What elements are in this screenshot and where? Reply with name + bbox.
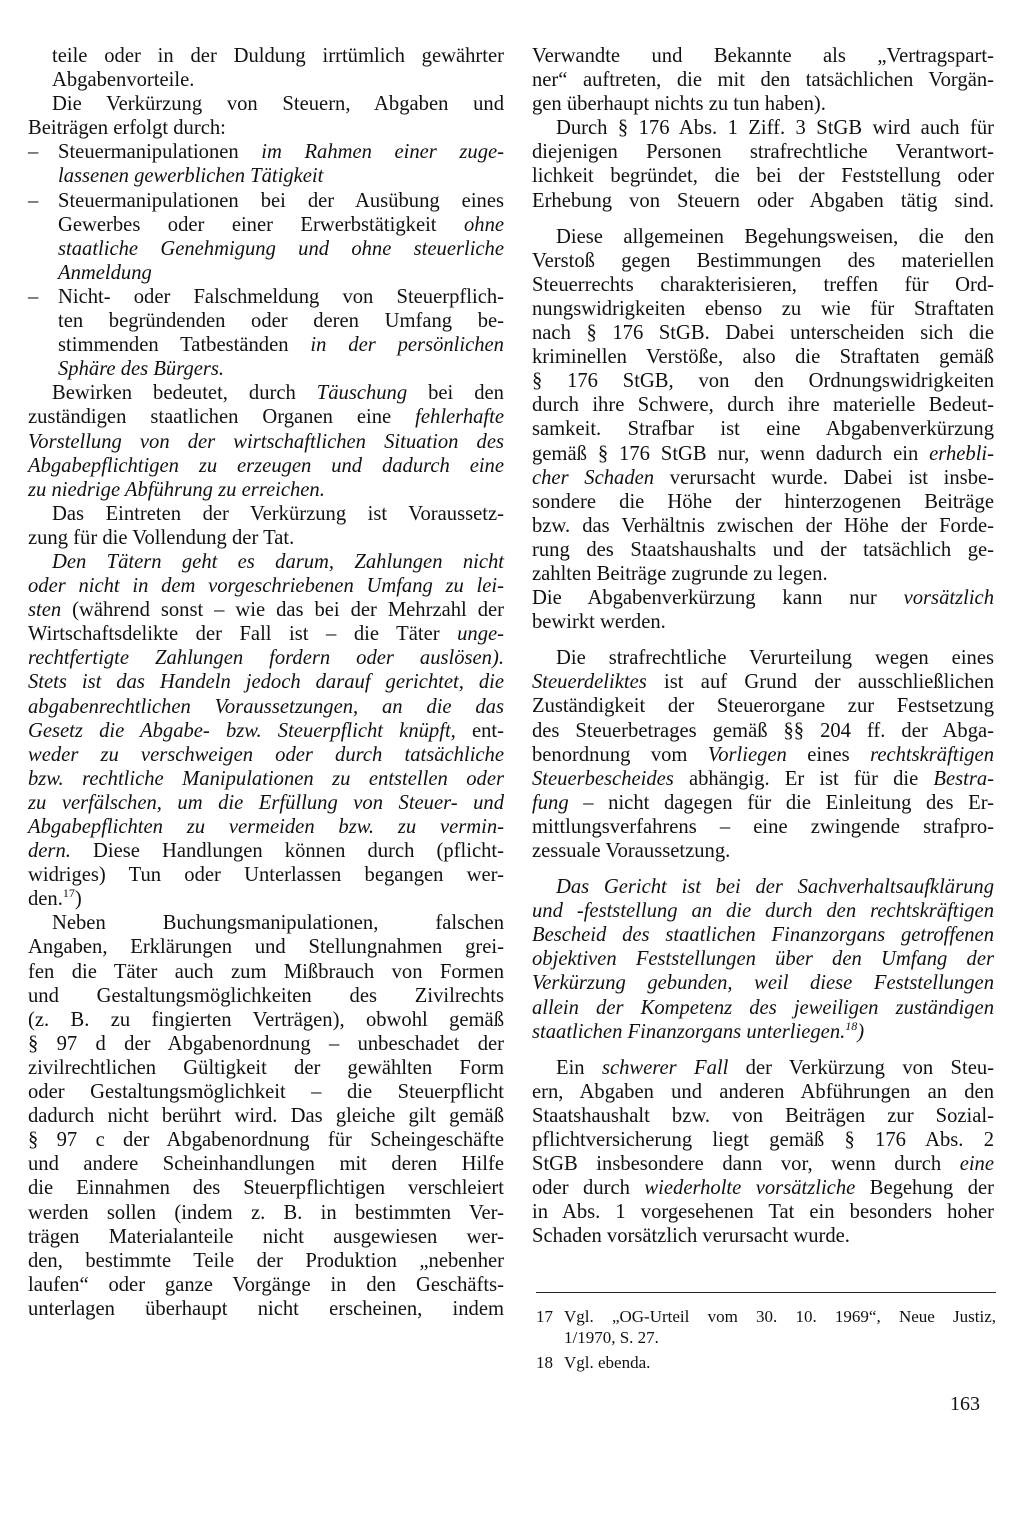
- text-line: Verwandte und Bekannte als „Vertragspart-: [532, 45, 994, 67]
- text-line: Staatshaushalt bzw. von Beiträgen zur Sozial-: [532, 1104, 994, 1127]
- text-line: Diese allgemeinen Begehungsweisen, die den: [556, 225, 994, 248]
- text-line: kriminellen Verstöße, also die Straftaten gemäß: [532, 346, 994, 369]
- text-line: samkeit. Strafbar ist eine Abgabenverkürzung: [532, 418, 994, 441]
- text-line: cher Schaden verursacht wurde. Dabei ist insbe-: [532, 466, 994, 489]
- paragraph-gap: [532, 213, 994, 225]
- text-line: Beiträgen erfolgt durch:: [28, 117, 226, 140]
- text-line: teile oder in der Duldung irrtümlich gewährter: [52, 45, 504, 67]
- text-line: pflichtversicherung liegt gemäß § 176 Abs. 2: [532, 1129, 994, 1152]
- text-line: Abgabenvorteile.: [52, 69, 195, 92]
- paragraph-gap: [532, 863, 994, 875]
- paragraph-gap: [532, 1044, 994, 1056]
- text-line: (z. B. zu fingierten Verträgen), obwohl gemäß: [28, 1008, 504, 1031]
- footnote-line: 1/1970, S. 27.: [564, 1328, 659, 1347]
- text-line: des Steuerbetrages gemäß §§ 204 ff. der Abga-: [532, 719, 994, 742]
- text-line: Vorstellung von der wirtschaftlichen Situation des: [28, 430, 504, 453]
- text-line: zung für die Vollendung der Tat.: [28, 526, 295, 549]
- text-line: lichkeit begründet, die bei der Feststellung oder: [532, 165, 994, 188]
- text-line: den.$^{17}$): [28, 886, 82, 911]
- text-line: Neben Buchungsmanipulationen, falschen: [52, 912, 504, 935]
- text-line: Bescheid des staatlichen Finanzorgans getroffenen: [532, 924, 994, 947]
- footnote-17: [536, 1306, 996, 1348]
- text-line: Angaben, Erklärungen und Stellungnahmen grei-: [28, 936, 504, 959]
- text-line: stimmenden Tatbeständen in der persönlichen: [58, 334, 504, 357]
- text-line: Den Tätern geht es darum, Zahlungen nicht: [52, 550, 504, 573]
- text-line: sondere die Höhe der hinterzogenen Beiträge: [532, 490, 994, 513]
- text-line: Bewirken bedeutet, durch Täuschung bei den: [52, 382, 504, 405]
- text-line: den, bestimmte Teile der Produktion „nebenher: [28, 1249, 504, 1272]
- text-line: fen die Täter auch zum Mißbrauch von Formen: [28, 960, 504, 983]
- text-line: Gesetz die Abgabe- bzw. Steuerpflicht knüpft, ent-: [28, 719, 504, 742]
- text-line: oder nicht in dem vorgeschriebenen Umfang zu lei-: [28, 575, 504, 598]
- text-line: oder durch wiederholte vorsätzliche Begehung der: [532, 1177, 994, 1200]
- footnote-number: 18: [536, 1353, 553, 1372]
- text-line: ten begründenden oder deren Umfang be-: [58, 310, 504, 333]
- text-line: benordnung vom Vorliegen eines rechtskräftigen: [532, 743, 994, 766]
- text-line: Anmeldung: [58, 261, 152, 284]
- footnote-number: 17: [536, 1307, 553, 1326]
- text-line: rung des Staatshaushalts und der tatsächlich ge-: [532, 538, 994, 561]
- text-line: Die strafrechtliche Verurteilung wegen eines: [556, 647, 994, 670]
- right-column: [532, 44, 994, 1249]
- text-line: Ein schwerer Fall der Verkürzung von Steu-: [556, 1056, 995, 1079]
- text-line: staatliche Genehmigung und ohne steuerliche: [58, 237, 504, 260]
- text-line: Die Verkürzung von Steuern, Abgaben und: [52, 93, 504, 116]
- text-line: laufen“ oder ganze Vorgänge in den Geschäfts-: [28, 1273, 504, 1296]
- text-line: mittlungsverfahrens – eine zwingende strafpro-: [532, 815, 994, 838]
- left-column: [28, 44, 504, 1321]
- text-line: Verkürzung gebunden, weil diese Feststellungen: [532, 972, 994, 995]
- text-line: Steuerbescheides abhängig. Er ist für die Bestra-: [532, 767, 994, 790]
- text-line: ern, Abgaben und anderen Abführungen an den: [532, 1080, 994, 1103]
- text-line: nungswidrigkeiten ebenso zu wie für Straftaten: [532, 297, 994, 320]
- text-line: diejenigen Personen strafrechtliche Verantwort-: [532, 141, 994, 164]
- text-line: bzw. rechtliche Manipulationen zu entstellen oder: [28, 767, 504, 790]
- text-line: allein der Kompetenz des jeweiligen zuständigen: [532, 996, 994, 1019]
- text-line: in Abs. 1 vorgesehenen Tat ein besonders hoher: [532, 1201, 994, 1224]
- text-line: fung – nicht dagegen für die Einleitung des Er-: [532, 791, 994, 814]
- text-line: zahlten Beiträge zugrunde zu legen.: [532, 562, 828, 585]
- text-line: – Steuermanipulationen im Rahmen einer zuge-: [28, 141, 504, 164]
- text-line: zivilrechtlichen Gültigkeit der gewählten Form: [28, 1056, 504, 1079]
- text-line: Zuständigkeit der Steuerorgane zur Festsetzung: [532, 695, 994, 718]
- text-line: zessuale Voraussetzung.: [532, 840, 731, 862]
- text-line: zuständigen staatlichen Organen eine fehlerhafte: [28, 406, 504, 429]
- text-line: – Nicht- oder Falschmeldung von Steuerpflich-: [28, 285, 504, 308]
- text-line: unterlagen überhaupt nicht erscheinen, indem: [28, 1297, 504, 1320]
- footnote-18: [536, 1352, 996, 1373]
- text-line: werden sollen (indem z. B. in bestimmten Ver-: [28, 1201, 504, 1224]
- text-line: weder zu verschweigen oder durch tatsächliche: [28, 743, 504, 766]
- footnote-line: Vgl. „OG-Urteil vom 30. 10. 1969“, Neue Justiz,: [564, 1307, 996, 1326]
- text-line: Gewerbes oder einer Erwerbstätigkeit ohne: [58, 213, 504, 236]
- text-line: Sphäre des Bürgers.: [58, 358, 225, 381]
- text-line: Abgabepflichten zu vermeiden bzw. zu vermin-: [28, 816, 504, 838]
- text-line: Schaden vorsätzlich verursacht wurde.: [532, 1225, 850, 1248]
- text-line: zu verfälschen, um die Erfüllung von Steuer- und: [28, 791, 504, 814]
- text-line: zu niedrige Abführung zu erreichen.: [28, 478, 325, 501]
- text-line: rechtfertigte Zahlungen fordern oder auslösen).: [28, 647, 504, 670]
- text-line: staatlichen Finanzorgans unterliegen.$^{18}$): [532, 1018, 865, 1043]
- text-line: sten (während sonst – wie das bei der Mehrzahl der: [28, 599, 504, 622]
- text-line: Erhebung von Steuern oder Abgaben tätig sind.: [532, 189, 994, 212]
- text-line: lassenen gewerblichen Tätigkeit: [58, 165, 324, 188]
- text-line: abgabenrechtlichen Voraussetzungen, an die das: [28, 695, 504, 718]
- text-line: Stets ist das Handeln jedoch darauf gerichtet, die: [28, 671, 504, 694]
- text-line: objektiven Feststellungen über den Umfang der: [532, 948, 994, 971]
- text-line: dern. Diese Handlungen können durch (pflicht-: [28, 840, 504, 863]
- text-line: dadurch nicht berührt wird. Das gleiche gilt gemäß: [28, 1105, 504, 1128]
- text-line: gen überhaupt nichts zu tun haben).: [532, 93, 826, 116]
- text-line: StGB insbesondere dann vor, wenn durch eine: [532, 1153, 994, 1176]
- text-line: bewirkt werden.: [532, 611, 666, 634]
- text-line: Wirtschaftsdelikte der Fall ist – die Täter unge-: [28, 623, 504, 646]
- footnote-separator: [536, 1292, 996, 1293]
- text-line: Steuerrechts charakterisieren, treffen für Ord-: [532, 273, 994, 296]
- text-line: und Gestaltungsmöglichkeiten des Zivilrechts: [28, 984, 504, 1007]
- text-line: und -feststellung an die durch den rechtskräftigen: [532, 900, 994, 923]
- text-line: – Steuermanipulationen bei der Ausübung eines: [28, 189, 504, 212]
- text-line: bzw. das Verhältnis zwischen der Höhe der Forde-: [532, 514, 994, 537]
- text-line: widriges) Tun oder Unterlassen begangen wer-: [28, 864, 504, 887]
- text-line: die Einnahmen des Steuerpflichtigen verschleiert: [28, 1177, 504, 1200]
- text-line: Das Eintreten der Verkürzung ist Voraussetz-: [52, 502, 504, 525]
- text-line: Verstoß gegen Bestimmungen des materiellen: [532, 249, 994, 272]
- text-line: Das Gericht ist bei der Sachverhaltsaufklärung: [556, 876, 994, 899]
- paragraph-gap: [532, 634, 994, 646]
- text-line: Steuerdeliktes ist auf Grund der ausschließlichen: [532, 671, 994, 694]
- text-line: oder Gestaltungsmöglichkeit – die Steuerpflicht: [28, 1081, 504, 1104]
- text-line: und andere Scheinhandlungen mit deren Hilfe: [28, 1153, 504, 1176]
- text-line: gemäß § 176 StGB nur, wenn dadurch ein erhebli-: [532, 442, 994, 465]
- text-line: § 97 c der Abgabenordnung für Scheingeschäfte: [28, 1129, 504, 1152]
- text-line: Durch § 176 Abs. 1 Ziff. 3 StGB wird auch für: [556, 117, 994, 140]
- text-line: Die Abgabenverkürzung kann nur vorsätzlich: [532, 587, 994, 610]
- text-line: durch ihre Schwere, durch ihre materielle Bedeut-: [532, 394, 994, 417]
- text-line: nach § 176 StGB. Dabei unterscheiden sich die: [532, 322, 994, 345]
- text-line: § 176 StGB, von den Ordnungswidrigkeiten: [532, 370, 994, 393]
- text-line: § 97 d der Abgabenordnung – unbeschadet der: [28, 1032, 504, 1055]
- text-line: ner“ auftreten, die mit den tatsächlichen Vorgän-: [532, 69, 994, 92]
- text-line: trägen Materialanteile nicht ausgewiesen wer-: [28, 1225, 504, 1248]
- footnote-line: Vgl. ebenda.: [564, 1353, 651, 1372]
- page-number: 163: [950, 1393, 980, 1415]
- text-line: Abgabepflichtigen zu erzeugen und dadurch eine: [28, 454, 504, 477]
